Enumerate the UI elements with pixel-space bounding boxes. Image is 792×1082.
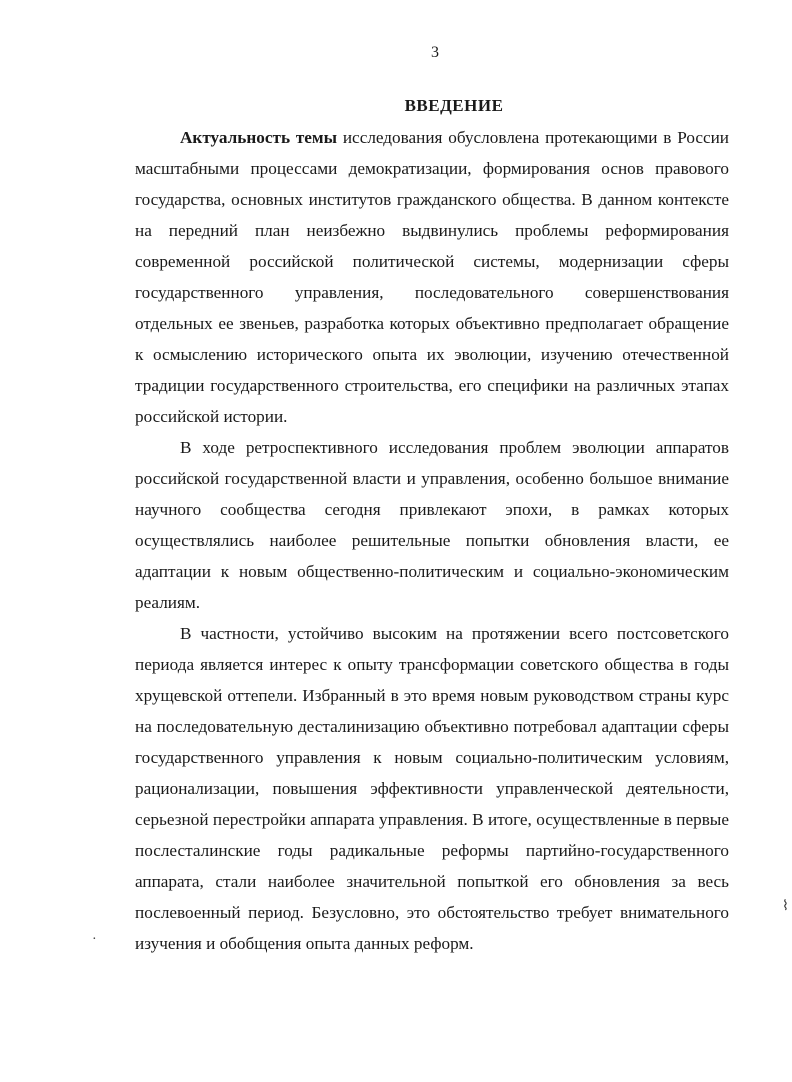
paragraph-1-lead: Актуальность темы bbox=[180, 128, 338, 147]
section-heading: ВВЕДЕНИЕ bbox=[404, 96, 504, 115]
page-number: 3 bbox=[431, 44, 439, 61]
paragraph-3: В частности, устойчиво высоким на протяжении всего постсоветского периода является интерес к опыту трансформации советского общества в годы хрущевской оттепели. Избранный в это время новым руководством страны курс на последовательную десталинизацию объективно потребовал адаптации сферы государственного управления к новым социально-политическим условиям, рационализации, повышения эффективности управленческой деятельности, серьезной перестройки аппарата управления. В итоге, осуществленные в первые послесталинские годы радикальные реформы партийно-государственного аппарата, стали наиболее значительной попыткой его обновления за весь послевоенный период. Безусловно, это обстоятельство требует внимательного изучения и обобщения опыта данных реформ. bbox=[135, 624, 729, 953]
paragraph-1-text: исследования обусловлена протекающими в России масштабными процессами демократизации, формирования основ правового государства, основных институтов гражданского общества. В данном контексте на передний план неизбежно выдвинулись проблемы реформирования современной российской политической системы, модернизации сферы государственного управления, последовательного совершенствования отдельных ее звеньев, разработка которых объективно предполагает обращение к осмыслению исторического опыта их эволюции, изучению отечественной традиции государственного строительства, его специфики на различных этапах российской истории. bbox=[135, 128, 729, 426]
scan-dot: · bbox=[92, 932, 97, 947]
paragraph-2: В ходе ретроспективного исследования проблем эволюции аппаратов российской государственной власти и управления, особенно большое внимание научного сообщества сегодня привлекают эпохи, в рамках которых осуществлялись наиболее решительные попытки обновления власти, ее адаптации к новым общественно-политическим и социально-экономическим реалиям. bbox=[135, 438, 729, 612]
body-text bbox=[135, 122, 729, 959]
scan-mark: ⌇ bbox=[782, 899, 789, 914]
paragraph-1 bbox=[135, 122, 729, 432]
